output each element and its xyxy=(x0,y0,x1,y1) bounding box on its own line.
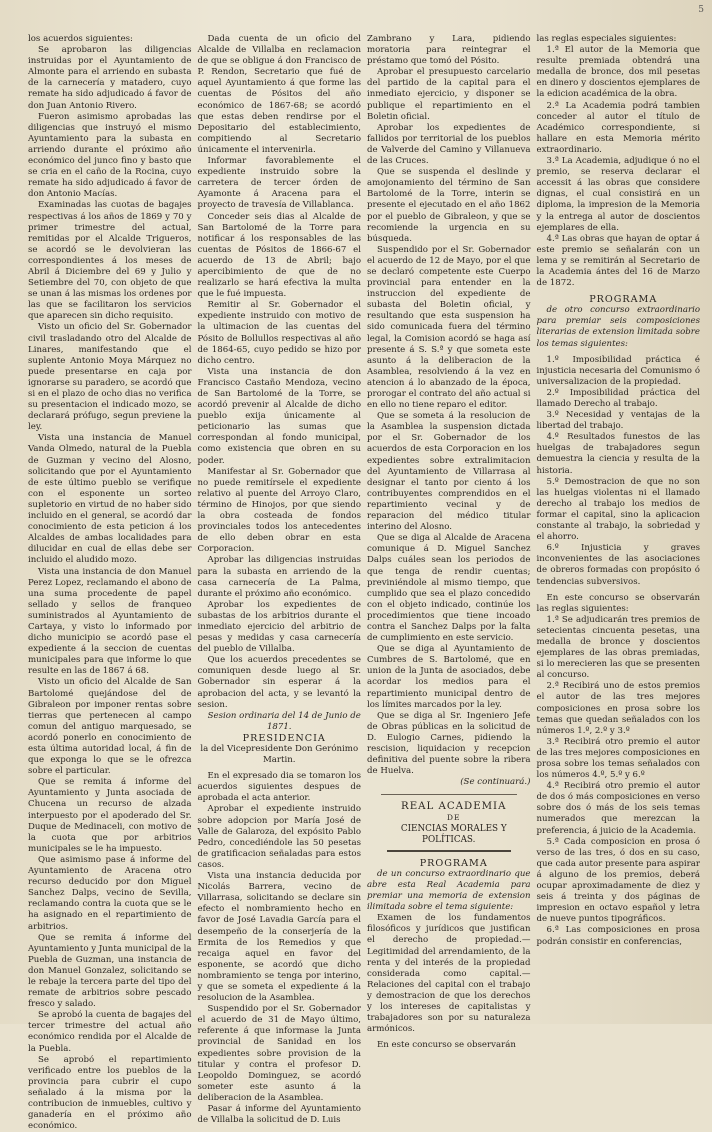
paragraph: Pasar á informe del Ayuntamiento de Villalba la solicitud de D. Luis xyxy=(197,1104,361,1126)
paragraph: Conceder seis dias al Alcalde de San Bartolomé de la Torre para notificar á los responsables de las cuentas de Pósitos de 1866-67 el acuerdo de 13 de Abril; bajo apercibimiento de que de no realizarlo se hará efectiva la multa que le fué impuesta. xyxy=(197,211,361,300)
rule-item: 4.ª Las obras que hayan de optar á este premio se señalarán con un lema y se remitirán al Secretario de la Academia ántes del 16 de Marzo de 1872. xyxy=(536,233,700,289)
rule-item: 1.ª El autor de la Memoria que resulte premiada obtendrá una medalla de bronce, dos mil pesetas en dinero y doscientos ejemplares de la edicion académica de la obra. xyxy=(536,45,700,100)
divider xyxy=(387,850,511,852)
theme-item: 3.º Necesidad y ventajas de la libertad del trabajo. xyxy=(536,410,700,432)
paragraph: Que se suspenda el deslinde y amojonamiento del término de San Bartolomé de la Torre, interin se presente el ejecutado en el año 1862 por el pueblo de Gibraleon, y que se recomiende la urgencia en su búsqueda. xyxy=(367,167,531,244)
paragraph: Remitir al Sr. Gobernador el expediente instruido con motivo de la ultimacion de las cuentas del Pósito de Bollullos respectivas al año de 1864-65, cuyo pedido se hizo por dicho centro. xyxy=(197,300,361,366)
paragraph: Que se someta á la resolucion de la Asamblea la suspension dictada por el Sr. Gobernador de los acuerdos de esta Corporacion en los expedientes sobre extralimitacion del Ayuntamiento de Villarrasa al designar el tanto por ciento á los contribuyentes comprendidos en el repartimiento vecinal y de reparacion del médico titular interino del Alosno. xyxy=(367,411,531,533)
continued-note: (Se continuará.) xyxy=(460,777,531,788)
paragraph: Se aprobaron las diligencias instruidas por el Ayuntamiento de Almonte para el arriendo en subasta de la carnecería y matadero, cuyo remate ha sido adjudicado á favor de don Juan Antonio Rivero. xyxy=(28,45,192,111)
paragraph: En el expresado dia se tomaron los acuerdos siguientes despues de aprobada el acta anterior. xyxy=(197,771,361,804)
column-4 xyxy=(537,34,701,1022)
session-heading: Sesion ordinaria del 14 de Junio de 1871. xyxy=(207,710,361,732)
paragraph: Vista una instancia de Manuel Vanda Olmedo, natural de la Puebla de Guzman y vecino del Alosno, solicitando que por el Ayuntamiento de este último pueblo se verifique con el esponente un sorteo supletorio en virtud de no haber sido incluido en el general, se acordó dar conocimiento de esta peticion á los Alcaldes de ambas localidades para dilucidar en cual de ellas debe ser incluido el aludido mozo. xyxy=(28,433,192,566)
paragraph: Vista una instancia de don Manuel Perez Lopez, reclamando el abono de una suma procedente de papel sellado y sellos de franqueo suministrados al Ayuntamiento de Cartaya, y visto lo informado por dicho municipio se acordó pase el expediente á la seccion de cuentas municipales para que informe lo que resulte en las de 1867 á 68. xyxy=(28,566,192,677)
column-1 xyxy=(28,34,192,1132)
rule-item: 5.ª Cada composicion en prosa ó verso de las tres, ó dos en su caso, que cada autor presente para aspirar á alguno de los premios, deberá ocupar aproximadamente de diez y seis á treinta y dos páginas de impresion en octavo español y letra de nueve puntos tipográficos. xyxy=(536,836,700,925)
academy-subtitle: CIENCIAS MORALES Y POLÍTICAS. xyxy=(400,823,507,845)
theme-item: 2.º Imposibilidad práctica del llamado Derecho al trabajo. xyxy=(536,387,700,409)
paragraph: Suspendido por el Sr. Gobernador el acuerdo de 31 de Mayo último, referente á que informase la Junta provincial de Sanidad en los expedientes sobre provision de la titular y contra el profesor D. Leopoldo Dominguez, se acordó someter este asunto á la deliberacion de la Asamblea. xyxy=(197,1004,361,1103)
paragraph: En este concurso se observarán las reglas siguientes: xyxy=(536,592,700,614)
theme-item: 1.º Imposibilidad práctica é injusticia necesaria del Comunismo ó universalizacion de la propiedad. xyxy=(536,354,700,387)
paragraph: Vista una instancia deducida por Nicolás Barrera, vecino de Villarrasa, solicitando se declare sin efecto el nombramiento hecho en favor de José Lavadia García para el desempeño de la conserjería de la Ermita de los Remedios y que recaiga aquel en favor del esponente, se acordó que dicho nombramiento se tenga por interino, y que se someta el expediente á la resolucion de la Asamblea. xyxy=(197,871,361,1004)
rule-item: 1.ª Se adjudicarán tres premios de setecientas cincuenta pesetas, una medalla de bronce y doscientos ejemplares de las obras premiadas, si lo merecieren las que se presenten al concurso. xyxy=(536,614,700,681)
paragraph: Visto un oficio del Alcalde de San Bartolomé quejándose del de Gibraleon por imponer rentas sobre tierras que pertenecen al campo comun del antiguo marquesado, se acordó ponerlo en conocimiento de esta última autoridad local, á fin de que exponga lo que se le ofrezca sobre el particular. xyxy=(28,677,192,777)
paragraph: Que se remita á informe del Ayuntamiento y Junta asociada de Chucena un recurso de alzada interpuesto por el apoderado del Sr. Duque de Medinaceli, con motivo de la cuota que por arbitrios municipales se le ha impuesto. xyxy=(28,777,192,854)
paragraph: Se aprobó el repartimiento verificado entre los pueblos de la provincia para cubrir el cupo señalado á la misma por la contribucion de inmuebles, cultivo y ganadería en el próximo año económico. xyxy=(28,1054,192,1132)
paragraph: los acuerdos siguientes: xyxy=(28,34,133,44)
paragraph: Aprobar los expedientes de fallidos por territorial de los pueblos de Valverde del Camino y Villanueva de las Cruces. xyxy=(367,122,531,167)
paragraph: Que se diga al Ayuntamiento de Cumbres de S. Bartolomé, que en union de la Junta de asociados, debe acordar los medios para el repartimiento municipal dentro de los límites marcados por la ley. xyxy=(367,644,531,710)
theme-item: 4.º Resultados funestos de las huelgas de trabajadores segun demuestra la ciencia y resulta de la historia. xyxy=(536,432,700,476)
paragraph: Examinadas las cuotas de bagajes respectivas á los años de 1869 y 70 y primer trimestre del actual, remitidas por el Alcalde Trigueros, se acordó se le devolvieran las correspondientes á los meses de Abril á Diciembre del 69 y Julio y Setiembre del 70, con objeto de que se unan á las mismas los ordenes por las que se facilitaron los servicios que aparecen sin dicho requisito. xyxy=(28,200,192,322)
paragraph: Aprobar el expediente instruido sobre adopcion por María José de Valle de Galaroza, del expósito Pablo Pedro, concediéndole las 50 pesetas de gratificacion señaladas para estos casos. xyxy=(197,804,361,870)
paragraph: Suspendido por el Sr. Gobernador el acuerdo de 12 de Mayo, por el que se declaró competente este Cuerpo provincial para entender en la instruccion del expediente de subasta del Boletin oficial, y resultando que esta suspension ha sido comunicada fuera del término legal, la Comision acordó se haga así presente á S. S.ª y que someta este asunto á la deliberacion de la Asamblea, resolviendo á la vez en atencion á lo abanzado de la época, prorogar el contrato del año actual si en ello no tiene reparo el editor. xyxy=(367,244,531,411)
academy-title: REAL ACADEMIA xyxy=(401,801,507,813)
rule-item: 6.ª Las composiciones en prosa podrán consistir en conferencias, xyxy=(536,925,700,947)
paragraph: Que se remita á informe del Ayuntamiento y Junta municipal de la Puebla de Guzman, una instancia de don Manuel Gonzalez, solicitando se le rebaje la tercera parte del tipo del remate de arbitrios sobre pescado fresco y salado. xyxy=(28,932,192,1010)
rule-item: 3.ª Recibirá otro premio el autor de las tres mejores composiciones en prosa sobre los temas señalados con los números 4.º, 5.º y 6.º xyxy=(536,736,700,781)
theme-text: Examen de los fundamentos filosóficos y jurídicos que justifican el derecho de propiedad.—Legitimidad del arrendamiento, de la renta y del interés de la propiedad considerada como capital.—Relaciones del capital con el trabajo y demostracion de que los derechos y los intereses de capitalistas y trabajadores son por su naturaleza armónicos. xyxy=(367,913,531,1035)
rule-item: 2.ª Recibirá uno de estos premios el autor de las tres mejores composiciones en prosa sobre los temas que quedan señalados con los números 1.º, 2.º y 3.º xyxy=(536,681,700,736)
columns xyxy=(28,34,700,1132)
theme-item: 6.º Injusticia y graves inconvenientes de las asociaciones de obreros formadas con propósito ó tendencias subversivos. xyxy=(536,543,700,587)
rule-item: 3.ª La Academia, adjudique ó no el premio, se reserva declarar el accessit á las obras que considere dignas, el cual consistirá en un diploma, la impresion de la Memoria y la entrega al autor de doscientos ejemplares de ella. xyxy=(536,156,700,233)
theme-item: 5.º Demostracion de que no son las huelgas violentas ni el llamado derecho al trabajo los medios de formar el capital, sino la aplicacion constante al trabajo, la sobriedad y el ahorro. xyxy=(536,476,700,543)
column-3 xyxy=(367,34,531,1051)
paragraph: Fueron asimismo aprobadas las diligencias que instruyó el mismo Ayuntamiento para la subasta en arriendo durante el próximo año económico del junco fino y basto que se cria en el caño de la Rocina, cuyo remate ha sido adjudicado á favor de don Antonio Macías. xyxy=(28,111,192,200)
paragraph: las reglas especiales siguientes: xyxy=(536,34,677,44)
divider xyxy=(381,794,517,795)
page-number: 5 xyxy=(698,5,704,15)
paragraph: Aprobar los expedientes de subastas de los arbitrios durante el inmediato ejercicio del arbitrio de pesas y medidas y casa carnecería del pueblo de Villalba. xyxy=(197,599,361,655)
academy-de: DE xyxy=(446,813,461,823)
paragraph: Zambrano y Lara, pidiendo moratoria para reintegrar el préstamo que tomó del Pósito. xyxy=(367,34,531,67)
paragraph: Manifestar al Sr. Gobernador que no puede remitírsele el expediente relativo al puente del Arroyo Claro, término de Hinojos, por que siendo la obra costeada de fondos provinciales todos los antecedentes de ello deben obrar en esta Corporacion. xyxy=(197,466,361,555)
programa-intro: de otro concurso extraordinario para premiar seis composiciones literarias de extension limitada sobre los temas siguientes: xyxy=(536,305,700,349)
paragraph: Que se diga al Alcalde de Aracena comunique á D. Miguel Sanchez Dalps cuáles sean los periodos de que tenga de rendir cuentas; previniéndole al mismo tiempo, que cumplido que sea el plazo concedido con el objeto indicado, continúe los procedimientos que tiene incoado contra el Sanchez Dalps por la falta de cumplimiento en este servicio. xyxy=(367,533,531,644)
programa-heading: PROGRAMA xyxy=(589,294,658,306)
paragraph: Que los acuerdos precedentes se comuniquen desde luego al Sr. Gobernador sin esperar á la aprobacion del acta, y se levantó la sesion. xyxy=(197,655,361,710)
paragraph: Se aprobó la cuenta de bagajes del tercer trimestre del actual año económico rendida por el Alcalde de la Puebla. xyxy=(28,1010,192,1054)
rule-item: 4.ª Recibirá otro premio el autor de dos ó más composiciones en verso sobre dos ó más de los seis temas numerados que merezcan la preferencia, á juicio de la Academia. xyxy=(536,781,700,836)
programa-heading: PROGRAMA xyxy=(419,857,488,869)
presidencia-heading: PRESIDENCIA xyxy=(242,732,326,744)
paragraph: Aprobar el presupuesto carcelario del partido de la capital para el inmediato ejercicio, y disponer se publique el repartimiento en el Boletin oficial. xyxy=(367,67,531,122)
paragraph: Visto un oficio del Sr. Gobernador civil trasladando otro del Alcalde de Linares, manifestando que el suplente Antonio Moya Márquez no puede presentarse en caja por ignorarse su paradero, se acordó que si en el plazo de ocho dias no verifica su presentacion el indicado mozo, se declarará prófugo, segun previene la ley. xyxy=(28,322,192,433)
presidente-line: la del Vicepresidente Don Gerónimo Martin. xyxy=(200,744,359,766)
paragraph: Dada cuenta de un oficio del Alcalde de Villalba en reclamacion de que se obligue á don Francisco de P. Rendon, Secretario que fué de aquel Ayuntamiento á que forme las cuentas de Pósitos del año económico de 1867-68; se acordó que estas deben rendirse por el Depositario del establecimiento, compitiendo al Secretario únicamente el intervenirla. xyxy=(197,34,361,155)
paragraph: Que se diga al Sr. Ingeniero Jefe de Obras públicas en la solicitud de D. Eulogio Carnes, pidiendo la rescision, liquidacion y recepcion definitiva del puente sobre la ribera de Huelva. xyxy=(367,710,531,777)
rule-item: 2.ª La Academia podrá tambien conceder al autor el título de Académico correspondiente, si hallare en esta Memoria mérito extraordinario. xyxy=(536,100,700,155)
paragraph: En este concurso se observarán xyxy=(377,1040,516,1051)
paragraph: Vista una instancia de don Francisco Castaño Mendoza, vecino de San Bartolomé de la Torre, se acordó prevenir al Alcalde de dicho pueblo exija únicamente al peticionario las sumas que correspondan al fondo municipal, como existencia que obren en su poder. xyxy=(197,366,361,466)
paragraph: Aprobar las diligencias instruidas para la subasta en arriendo de la casa carnecería de La Palma, durante el próximo año económico. xyxy=(197,555,361,599)
programa-intro: de un concurso extraordinario que abre esta Real Academia para premiar una memoria de extension ilimitada sobre el tema siguiente: xyxy=(367,868,531,913)
column-2 xyxy=(197,34,362,1126)
paragraph: Informar favorablemente el expediente instruido sobre la carretera de tercer órden de Ayamonte á Aracena para el proyecto de travesía de Villablanca. xyxy=(197,156,361,211)
paragraph: Que asimismo pase á informe del Ayuntamiento de Aracena otro recurso deducido por don Miguel Sanchez Dalps, vecino de Sevilla, reclamando contra la cuota que se le ha asignado en el repartimiento de arbitrios. xyxy=(28,854,192,932)
